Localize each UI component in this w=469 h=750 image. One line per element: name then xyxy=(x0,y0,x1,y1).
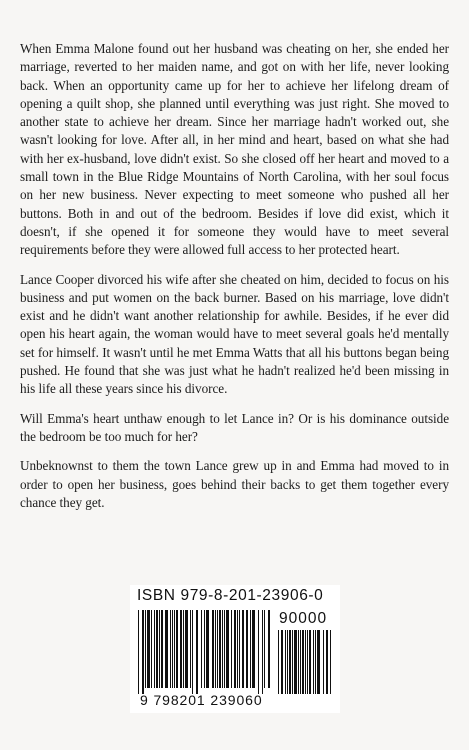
barcode-bar xyxy=(145,610,146,688)
addon-bar xyxy=(307,630,308,694)
barcode-bar xyxy=(138,610,139,694)
blurb-paragraph-4: Unbeknownst to them the town Lance grew up in and Emma had moved to in order to open her business, goes behind their backs to get them together every chance they get. xyxy=(20,458,449,510)
barcode-bar xyxy=(159,610,160,688)
barcode-bar xyxy=(262,610,263,694)
isbn-label: ISBN 979-8-201-23906-0 xyxy=(137,587,324,604)
barcode-bar xyxy=(242,610,244,688)
barcode-bar xyxy=(174,610,175,688)
barcode-bar xyxy=(250,610,251,688)
barcode-bar xyxy=(217,610,218,688)
barcode-bar xyxy=(161,610,163,688)
barcode-bar xyxy=(156,610,158,688)
addon-bar xyxy=(302,630,304,694)
addon-bar xyxy=(281,630,283,694)
barcode-bar xyxy=(190,610,191,688)
barcode-bar xyxy=(196,610,198,694)
addon-bar xyxy=(285,630,286,694)
barcode-bar xyxy=(204,610,205,688)
addon-bar xyxy=(278,630,279,694)
addon-bar xyxy=(294,630,297,694)
barcode-bar xyxy=(142,610,144,694)
barcode-bar xyxy=(246,610,248,688)
barcode-bar xyxy=(151,610,152,688)
addon-bar xyxy=(330,630,331,694)
blurb-paragraph-2: Lance Cooper divorced his wife after she cheated on him, decided to focus on his business and put women on the back burner. Based on his marriage, love didn't exist and he didn't want another relationship for awhile. Besides, if he ever did open his heart again, the woman would have to meet several goals he'd mentally set for himself. It wasn't until he met Emma Watts that all his buttons began being pushed. He found that she was just what he hadn't realized he'd been missing in his life all these years since his divorce. xyxy=(20,271,449,397)
addon-bar xyxy=(298,630,299,694)
addon-bar xyxy=(309,630,311,694)
addon-bar xyxy=(326,630,328,694)
barcode-bar xyxy=(165,610,168,688)
barcode-bar xyxy=(222,610,223,688)
barcode-bar xyxy=(212,610,214,688)
addon-bar xyxy=(317,630,320,694)
addon-bar xyxy=(305,630,306,694)
addon-bar xyxy=(313,630,314,694)
addon-bar xyxy=(292,630,293,694)
barcode-bar xyxy=(192,610,193,694)
barcode-bar xyxy=(268,610,270,688)
addon-bar xyxy=(300,630,301,694)
price-code: 90000 xyxy=(279,610,328,627)
barcode-bar xyxy=(219,610,221,688)
isbn-barcode-block xyxy=(130,585,340,713)
blurb-paragraph-3: Will Emma's heart unthaw enough to let Lance in? Or is his dominance outside the bedroom be too much for her? xyxy=(20,410,449,444)
barcode-bar xyxy=(237,610,238,688)
barcode-bar xyxy=(226,610,229,688)
barcode-bar xyxy=(239,610,240,688)
addon-bar xyxy=(289,630,291,694)
addon-bar xyxy=(315,630,316,694)
barcode-bar xyxy=(201,610,202,688)
barcode-bar xyxy=(206,610,209,688)
barcode-bar xyxy=(176,610,178,688)
addon-bar xyxy=(287,630,288,694)
barcode-bar xyxy=(185,610,188,688)
barcode-bar xyxy=(264,610,265,688)
blurb-paragraph-1: When Emma Malone found out her husband was cheating on her, she ended her marriage, reverted to her maiden name, and got on with her life, never looking back. When an opportunity came up for her to achieve her lifelong dream of opening a quilt shop, she planned until everything was just right. She moved to another state to achieve her dream. Since her marriage hadn't worked out, she wasn't looking for love. After all, in her mind and heart, based on what she had with her ex-husband, love didn't exist. So she closed off her heart and moved to a small town in the Blue Ridge Mountains of North Carolina, with her soul focus on her new business. Never expecting to meet someone who pushed all her buttons. Both in and out of the bedroom. Besides if love did exist, which it doesn't, if she opened it for someone they would have to meet several requirements before they were allowed full access to her protected heart. xyxy=(20,41,449,258)
barcode-bar xyxy=(234,610,236,688)
barcode-bar xyxy=(224,610,225,688)
barcode-bar xyxy=(231,610,232,688)
barcode-bar xyxy=(258,610,259,694)
barcode-bar xyxy=(215,610,216,688)
barcode-bar xyxy=(172,610,173,688)
barcode-bar xyxy=(147,610,150,688)
barcode-bar xyxy=(183,610,184,688)
barcode-bar xyxy=(154,610,155,688)
barcode-bar xyxy=(170,610,171,688)
barcode-bar xyxy=(180,610,182,688)
addon-bar xyxy=(323,630,324,694)
back-cover-blurb xyxy=(20,40,449,523)
ean-digits: 9 798201 239060 xyxy=(140,692,263,708)
barcode-bar xyxy=(252,610,255,688)
